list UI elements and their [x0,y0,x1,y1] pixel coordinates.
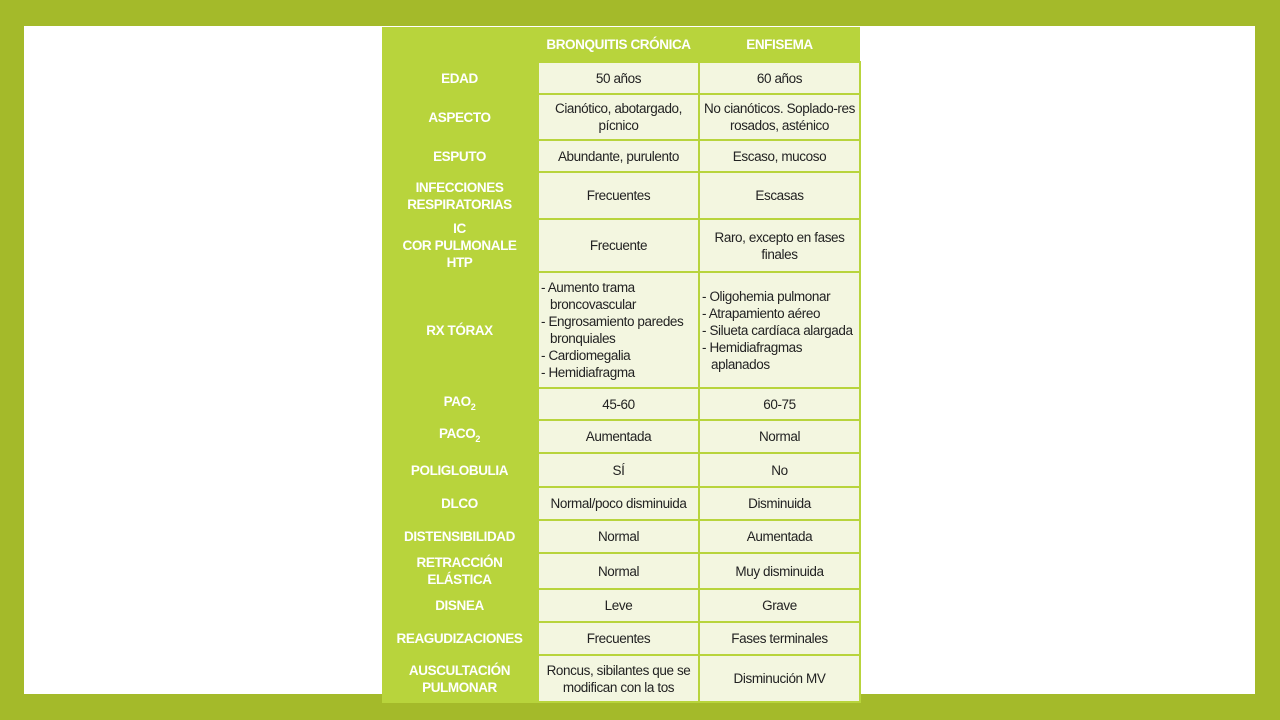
cell-bronquitis: Frecuentes [538,622,699,655]
cell-bronquitis: Roncus, sibilantes que se modifican con la tos [538,655,699,702]
copd-comparison-table [382,27,861,703]
header-row [382,27,860,62]
cell-enfisema: No cianóticos. Soplado-res rosados, asténico [699,94,860,140]
table-row [382,420,860,453]
table-row [382,219,860,272]
comparison-table [382,27,860,693]
table-row [382,655,860,702]
table-row [382,140,860,172]
table-row [382,553,860,589]
table-row [382,520,860,553]
row-label: INFECCIONES RESPIRATORIAS [382,172,538,219]
table-row [382,172,860,219]
cell-enfisema: Normal [699,420,860,453]
header-enfisema: ENFISEMA [699,27,860,62]
list-item: - Silueta cardíaca alargada [702,322,853,338]
row-label-text: PACO [438,426,476,441]
cell-enfisema: No [699,453,860,487]
table-row [382,453,860,487]
table-row [382,622,860,655]
table-row [382,487,860,520]
cell-enfisema: Escasas [699,172,860,219]
cell-enfisema: Aumentada [699,520,860,553]
cell-enfisema: Grave [699,589,860,622]
table-row [382,388,860,420]
row-label [382,388,538,420]
row-label: DISTENSIBILIDAD [382,520,538,553]
list-item: - Engrosamiento paredes bronquiales [541,314,684,346]
cell-bronquitis: Cianótico, abotargado, pícnico [538,94,699,140]
table-row [382,589,860,622]
row-label-text: PAO [443,393,471,409]
cell-bronquitis: SÍ [538,453,699,487]
row-label [382,420,538,453]
row-label: DISNEA [382,589,538,622]
list-item: - Oligohemia pulmonar [702,288,831,304]
row-label: ASPECTO [382,94,538,140]
row-label: AUSCULTACIÓN PULMONAR [382,655,538,702]
subscript: 2 [475,434,480,444]
cell-bronquitis: Normal [538,553,699,589]
cell-enfisema: 60 años [699,62,860,94]
table-row [382,272,860,388]
row-label: EDAD [382,62,538,94]
cell-bronquitis: 45-60 [538,388,699,420]
subscript: 2 [470,401,476,412]
cell-bronquitis: 50 años [538,62,699,94]
list-item: - Hemidiafragmas aplanados [702,339,803,372]
header-bronquitis: BRONQUITIS CRÓNICA [538,27,699,62]
cell-enfisema: Disminución MV [699,655,860,702]
cell-enfisema: Escaso, mucoso [699,140,860,172]
row-label: RX TÓRAX [382,272,538,388]
cell-enfisema: Disminuida [699,487,860,520]
row-label [382,219,538,272]
cell-enfisema: Raro, excepto en fases finales [699,219,860,272]
row-label: REAGUDIZACIONES [382,622,538,655]
cell-enfisema [699,272,860,388]
list-item: - Aumento trama broncovascular [541,280,636,312]
list-item: - Hemidiafragma [541,365,635,380]
cell-enfisema: Muy disminuida [699,553,860,589]
cell-bronquitis: Frecuentes [538,172,699,219]
header-empty [382,27,538,62]
cell-enfisema: 60-75 [699,388,860,420]
cell-bronquitis: Abundante, purulento [538,140,699,172]
table-row [382,94,860,140]
row-label-line: COR PULMONALE [402,238,517,253]
cell-bronquitis: Normal [538,520,699,553]
cell-bronquitis: Leve [538,589,699,622]
cell-bronquitis: Frecuente [538,219,699,272]
cell-bronquitis [538,272,699,388]
row-label-line: IC [453,221,466,236]
list-item: - Atrapamiento aéreo [702,305,821,321]
cell-bronquitis: Aumentada [538,420,699,453]
cell-enfisema: Fases terminales [699,622,860,655]
row-label-line: HTP [446,255,473,270]
row-label: DLCO [382,487,538,520]
row-label: RETRACCIÓN ELÁSTICA [382,553,538,589]
row-label: ESPUTO [382,140,538,172]
cell-bronquitis: Normal/poco disminuida [538,487,699,520]
row-label: POLIGLOBULIA [382,453,538,487]
table-row [382,62,860,94]
list-item: - Cardiomegalia [541,348,631,363]
